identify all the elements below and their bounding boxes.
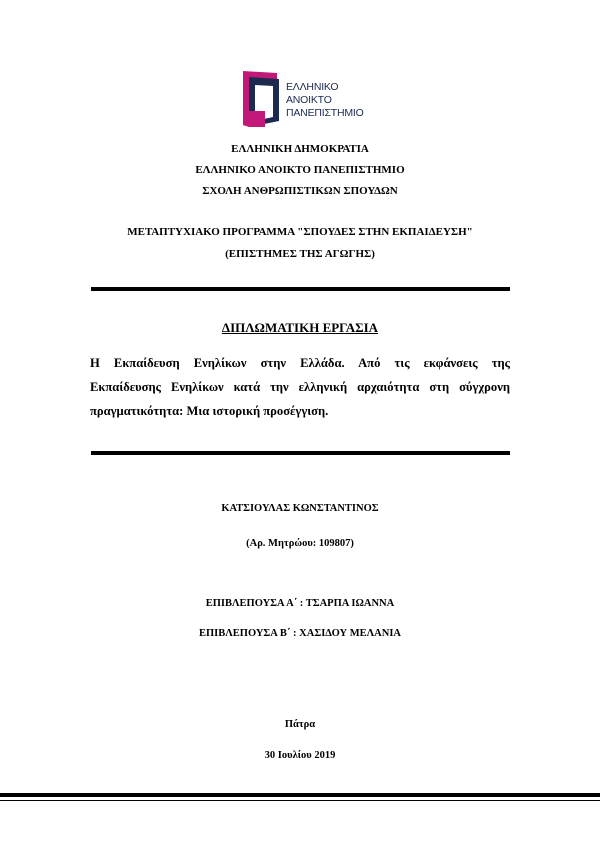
logo-text	[286, 81, 364, 120]
program-title: ΜΕΤΑΠΤΥΧΙΑΚΟ ΠΡΟΓΡΑΜΜΑ "ΣΠΟΥΔΕΣ ΣΤΗΝ ΕΚΠΑΙΔΕΥΣΗ"	[127, 226, 473, 238]
middle-divider	[91, 451, 510, 455]
header-republic: ΕΛΛΗΝΙΚΗ ΔΗΜΟΚΡΑΤΙΑ	[231, 143, 369, 155]
thesis-type: ΔΙΠΛΩΜΑΤΙΚΗ ΕΡΓΑΣΙΑ	[221, 320, 379, 335]
header-university: ΕΛΛΗΝΙΚΟ ΑΝΟΙΚΤΟ ΠΑΝΕΠΙΣΤΗΜΙΟ	[195, 164, 405, 176]
thesis-title-line-1: Η Εκπαίδευση Ενηλίκων στην Ελλάδα. Από τις εκφάνσεις της	[90, 356, 510, 370]
thesis-title-line-3: πραγματικότητα: Μια ιστορική προσέγγιση.	[90, 404, 329, 418]
logo-line-2: ΑΝΟΙΚΤΟ	[286, 94, 332, 106]
university-logo	[243, 71, 363, 127]
logo-mark-icon	[243, 71, 287, 127]
author-name: ΚΑΤΣΙΟΥΛΑΣ ΚΩΝΣΤΑΝΤΙΝΟΣ	[221, 503, 379, 514]
bottom-divider-thick	[0, 793, 600, 797]
header-school: ΣΧΟΛΗ ΑΝΘΡΩΠΙΣΤΙΚΩΝ ΣΠΟΥΔΩΝ	[202, 185, 398, 197]
author-registration: (Αρ. Μητρώου: 109807)	[246, 538, 354, 549]
bottom-divider-thin	[0, 800, 600, 801]
footer-date: 30 Ιουλίου 2019	[264, 750, 336, 761]
supervisor-a: ΕΠΙΒΛΕΠΟΥΣΑ Α΄ : ΤΣΑΡΠΑ ΙΩΑΝΝΑ	[205, 598, 395, 609]
logo-line-3: ΠΑΝΕΠΙΣΤΗΜΙΟ	[286, 107, 364, 119]
top-divider	[91, 287, 510, 291]
supervisor-b: ΕΠΙΒΛΕΠΟΥΣΑ Β΄ : ΧΑΣΙΔΟΥ ΜΕΛΑΝΙΑ	[198, 628, 401, 639]
thesis-title-line-2: Εκπαίδευσης Ενηλίκων κατά την ελληνική αρχαιότητα στη σύγχρονη	[90, 380, 510, 394]
program-subtitle: (ΕΠΙΣΤΗΜΕΣ ΤΗΣ ΑΓΩΓΗΣ)	[225, 248, 375, 260]
logo-line-1: ΕΛΛΗΝΙΚΟ	[286, 81, 339, 93]
thesis-title	[90, 351, 510, 423]
footer-city: Πάτρα	[284, 719, 316, 730]
